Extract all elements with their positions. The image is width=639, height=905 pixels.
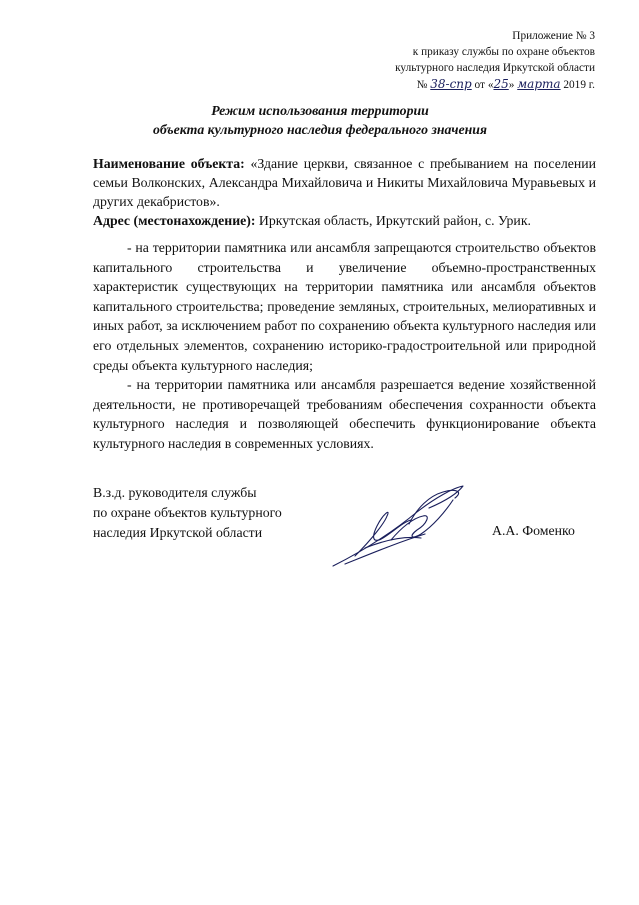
appendix-header [295, 28, 595, 93]
number-prefix: № [416, 79, 431, 91]
handwritten-signature [325, 478, 475, 573]
permission-paragraph: - на территории памятника или ансамбля разрешается ведение хозяйственной деятельности, не противоречащей требованиям обеспечения сохранности объекта культурного наследия и позволяющей обеспечить функционирование объекта культурного наследия в современных условиях. [93, 377, 596, 451]
position-line-2: по охране объектов культурного [93, 505, 282, 520]
regime-text [93, 238, 596, 454]
appendix-order-ref: к приказу службы по охране объектов [412, 46, 595, 58]
object-address-label: Адрес (местонахождение): [93, 213, 256, 228]
handwritten-month: марта [517, 77, 561, 91]
title-line-2: объекта культурного наследия федерального значения [152, 122, 488, 137]
handwritten-order-number: 38-спр [430, 77, 472, 91]
object-name [93, 154, 596, 211]
position-line-1: В.з.д. руководителя службы [93, 485, 257, 500]
date-mid: » [508, 79, 518, 91]
appendix-title: Приложение № 3 [512, 30, 595, 42]
appendix-order-number [295, 76, 595, 93]
date-prefix: от « [471, 79, 494, 91]
object-name-value: «Здание церкви, связанное с пребыванием на поселении семьи Волконских, Александра Михайловича и Никиты Михайловича Муравьевых и других декабристов». [93, 156, 596, 209]
object-address [93, 211, 596, 230]
document-title [40, 101, 600, 139]
object-info [93, 154, 596, 230]
signatory-position [93, 483, 282, 543]
object-name-label: Наименование объекта: [93, 156, 245, 171]
prohibition-paragraph: - на территории памятника или ансамбля запрещаются строительство объектов капитального строительства и увеличение объемно-пространственных характеристик существующих на территории памятника или ансамбля объектов капитального строительства; проведение земляных, строительных, мелиоративных и иных работ, за исключением работ по сохранению объекта культурного наследия или его отдельных элементов, сохранению историко-градостроительной или природной среды объекта культурного наследия; [93, 240, 596, 373]
title-line-1: Режим использования территории [211, 103, 429, 118]
signer-name: А.А. Фоменко [492, 523, 575, 538]
position-line-3: наследия Иркутской области [93, 525, 263, 540]
object-address-value: Иркутская область, Иркутский район, с. Урик. [255, 213, 531, 228]
handwritten-day: 25 [493, 77, 509, 91]
appendix-authority: культурного наследия Иркутской области [395, 62, 595, 74]
date-year: 2019 г. [560, 79, 595, 91]
